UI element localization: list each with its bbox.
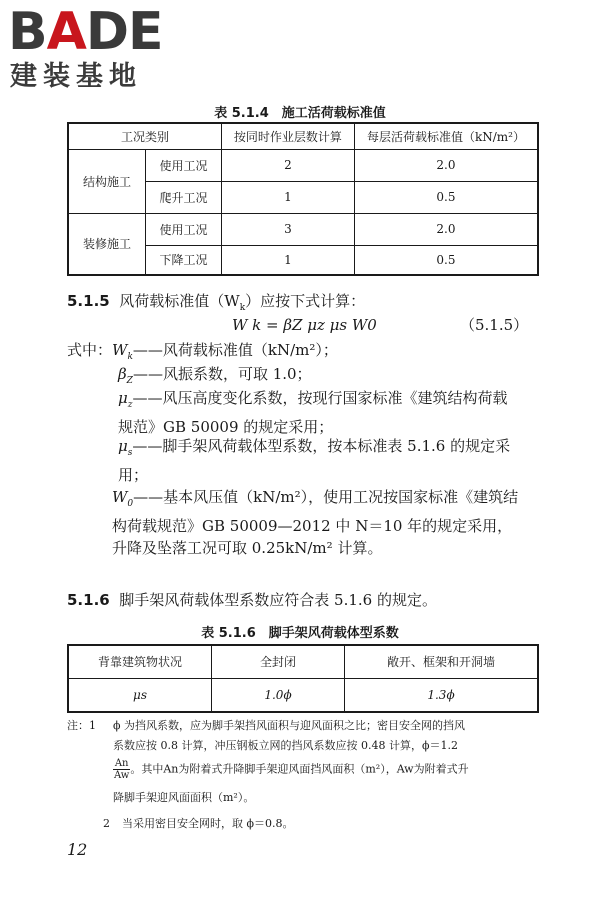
table-cell: μs	[68, 678, 212, 712]
logo-chinese-name: 建装基地	[10, 61, 142, 92]
table-5-1-6	[67, 644, 539, 713]
table-cell: 1	[221, 245, 354, 275]
def-w0: $W_0——$基本风压值（kN/m²），使用工况按国家标准《建筑结构荷载规范》GB 50009—2012 中 N＝10 年的规定采用，升降及坠落工况可取 0.25kN/m² 计算。	[112, 488, 519, 557]
table-cell: 0.5	[354, 181, 538, 213]
bade-logo	[8, 2, 178, 96]
note-label-2: 2	[103, 817, 110, 830]
formula-number: （5.1.5）	[460, 316, 529, 334]
note-label-1: 注：1	[67, 719, 96, 732]
def-mu-s: $\mu_s——$脚手架风荷载体型系数，按本标准表 5.1.6 的规定采用；	[118, 437, 511, 484]
table-cell: 下降工况	[146, 245, 222, 275]
table-header: 按同时作业层数计算	[221, 123, 354, 149]
table-cell: 2	[221, 149, 354, 181]
table-group-label: 结构施工	[68, 149, 146, 213]
table-cell: 1.3ϕ	[345, 678, 539, 712]
table-cell: 2.0	[354, 149, 538, 181]
def-beta: $\beta_Z——$风振系数，可取 1.0；	[118, 365, 312, 386]
note-1-line-a: ϕ 为挡风系数，应为脚手架挡风面积与迎风面积之比；密目安全网的挡风	[113, 719, 465, 732]
table-group-label: 装修施工	[68, 213, 146, 275]
fraction-an-aw: $\frac{An}{Aw}$	[114, 758, 130, 781]
note-1-line-b: 系数应按 0.8 计算，冲压钢板立网的挡风系数应按 0.48 计算，ϕ＝1.2	[113, 739, 458, 752]
table-cell: 2.0	[354, 213, 538, 245]
note-1-line-d: 降脚手架迎风面面积（m²）。	[113, 791, 255, 804]
table-5-1-4	[67, 122, 539, 276]
definitions-intro: 式中：$W_k——$风荷载标准值（kN/m²）；	[67, 341, 338, 362]
table-cell: 1.0ϕ	[212, 678, 345, 712]
table-cell: 1	[221, 181, 354, 213]
table-cell: 0.5	[354, 245, 538, 275]
table-5-1-6-caption: 表 5.1.6 脚手架风荷载体型系数	[201, 626, 399, 641]
note-1-line-c: $\frac{An}{Aw}$ 。其中An为附着式升降脚手架迎风面挡风面积（m²），Aw为附着式升	[114, 758, 469, 781]
page-number: 12	[67, 840, 88, 859]
note-2: 当采用密目安全网时，取 ϕ＝0.8。	[122, 817, 294, 830]
logo-wordmark: BADE	[8, 2, 163, 62]
table-cell: 使用工况	[146, 149, 222, 181]
clause-5-1-6: 5.1.6 脚手架风荷载体型系数应符合表 5.1.6 的规定。	[67, 591, 437, 609]
table-header: 全封闭	[212, 645, 345, 678]
table-header: 每层活荷载标准值（kN/m²）	[354, 123, 538, 149]
def-wk: 风荷载标准值（kN/m²）；	[162, 341, 338, 359]
table-cell: 使用工况	[146, 213, 222, 245]
clause-5-1-5: 5.1.5 风荷载标准值$(W_k)$应按下式计算：	[67, 292, 366, 313]
table-5-1-4-caption: 表 5.1.4 施工活荷载标准值	[214, 106, 386, 121]
table-cell: 3	[221, 213, 354, 245]
table-header: 工况类别	[68, 123, 221, 149]
table-header: 敞开、框架和开洞墙	[345, 645, 539, 678]
formula-5-1-5: W k = βZ μz μs W0	[232, 316, 377, 334]
table-header: 背靠建筑物状况	[68, 645, 212, 678]
table-cell: 爬升工况	[146, 181, 222, 213]
def-mu-z: $\mu_z——$风压高度变化系数，按现行国家标准《建筑结构荷载规范》GB 50009 的规定采用；	[118, 389, 508, 436]
